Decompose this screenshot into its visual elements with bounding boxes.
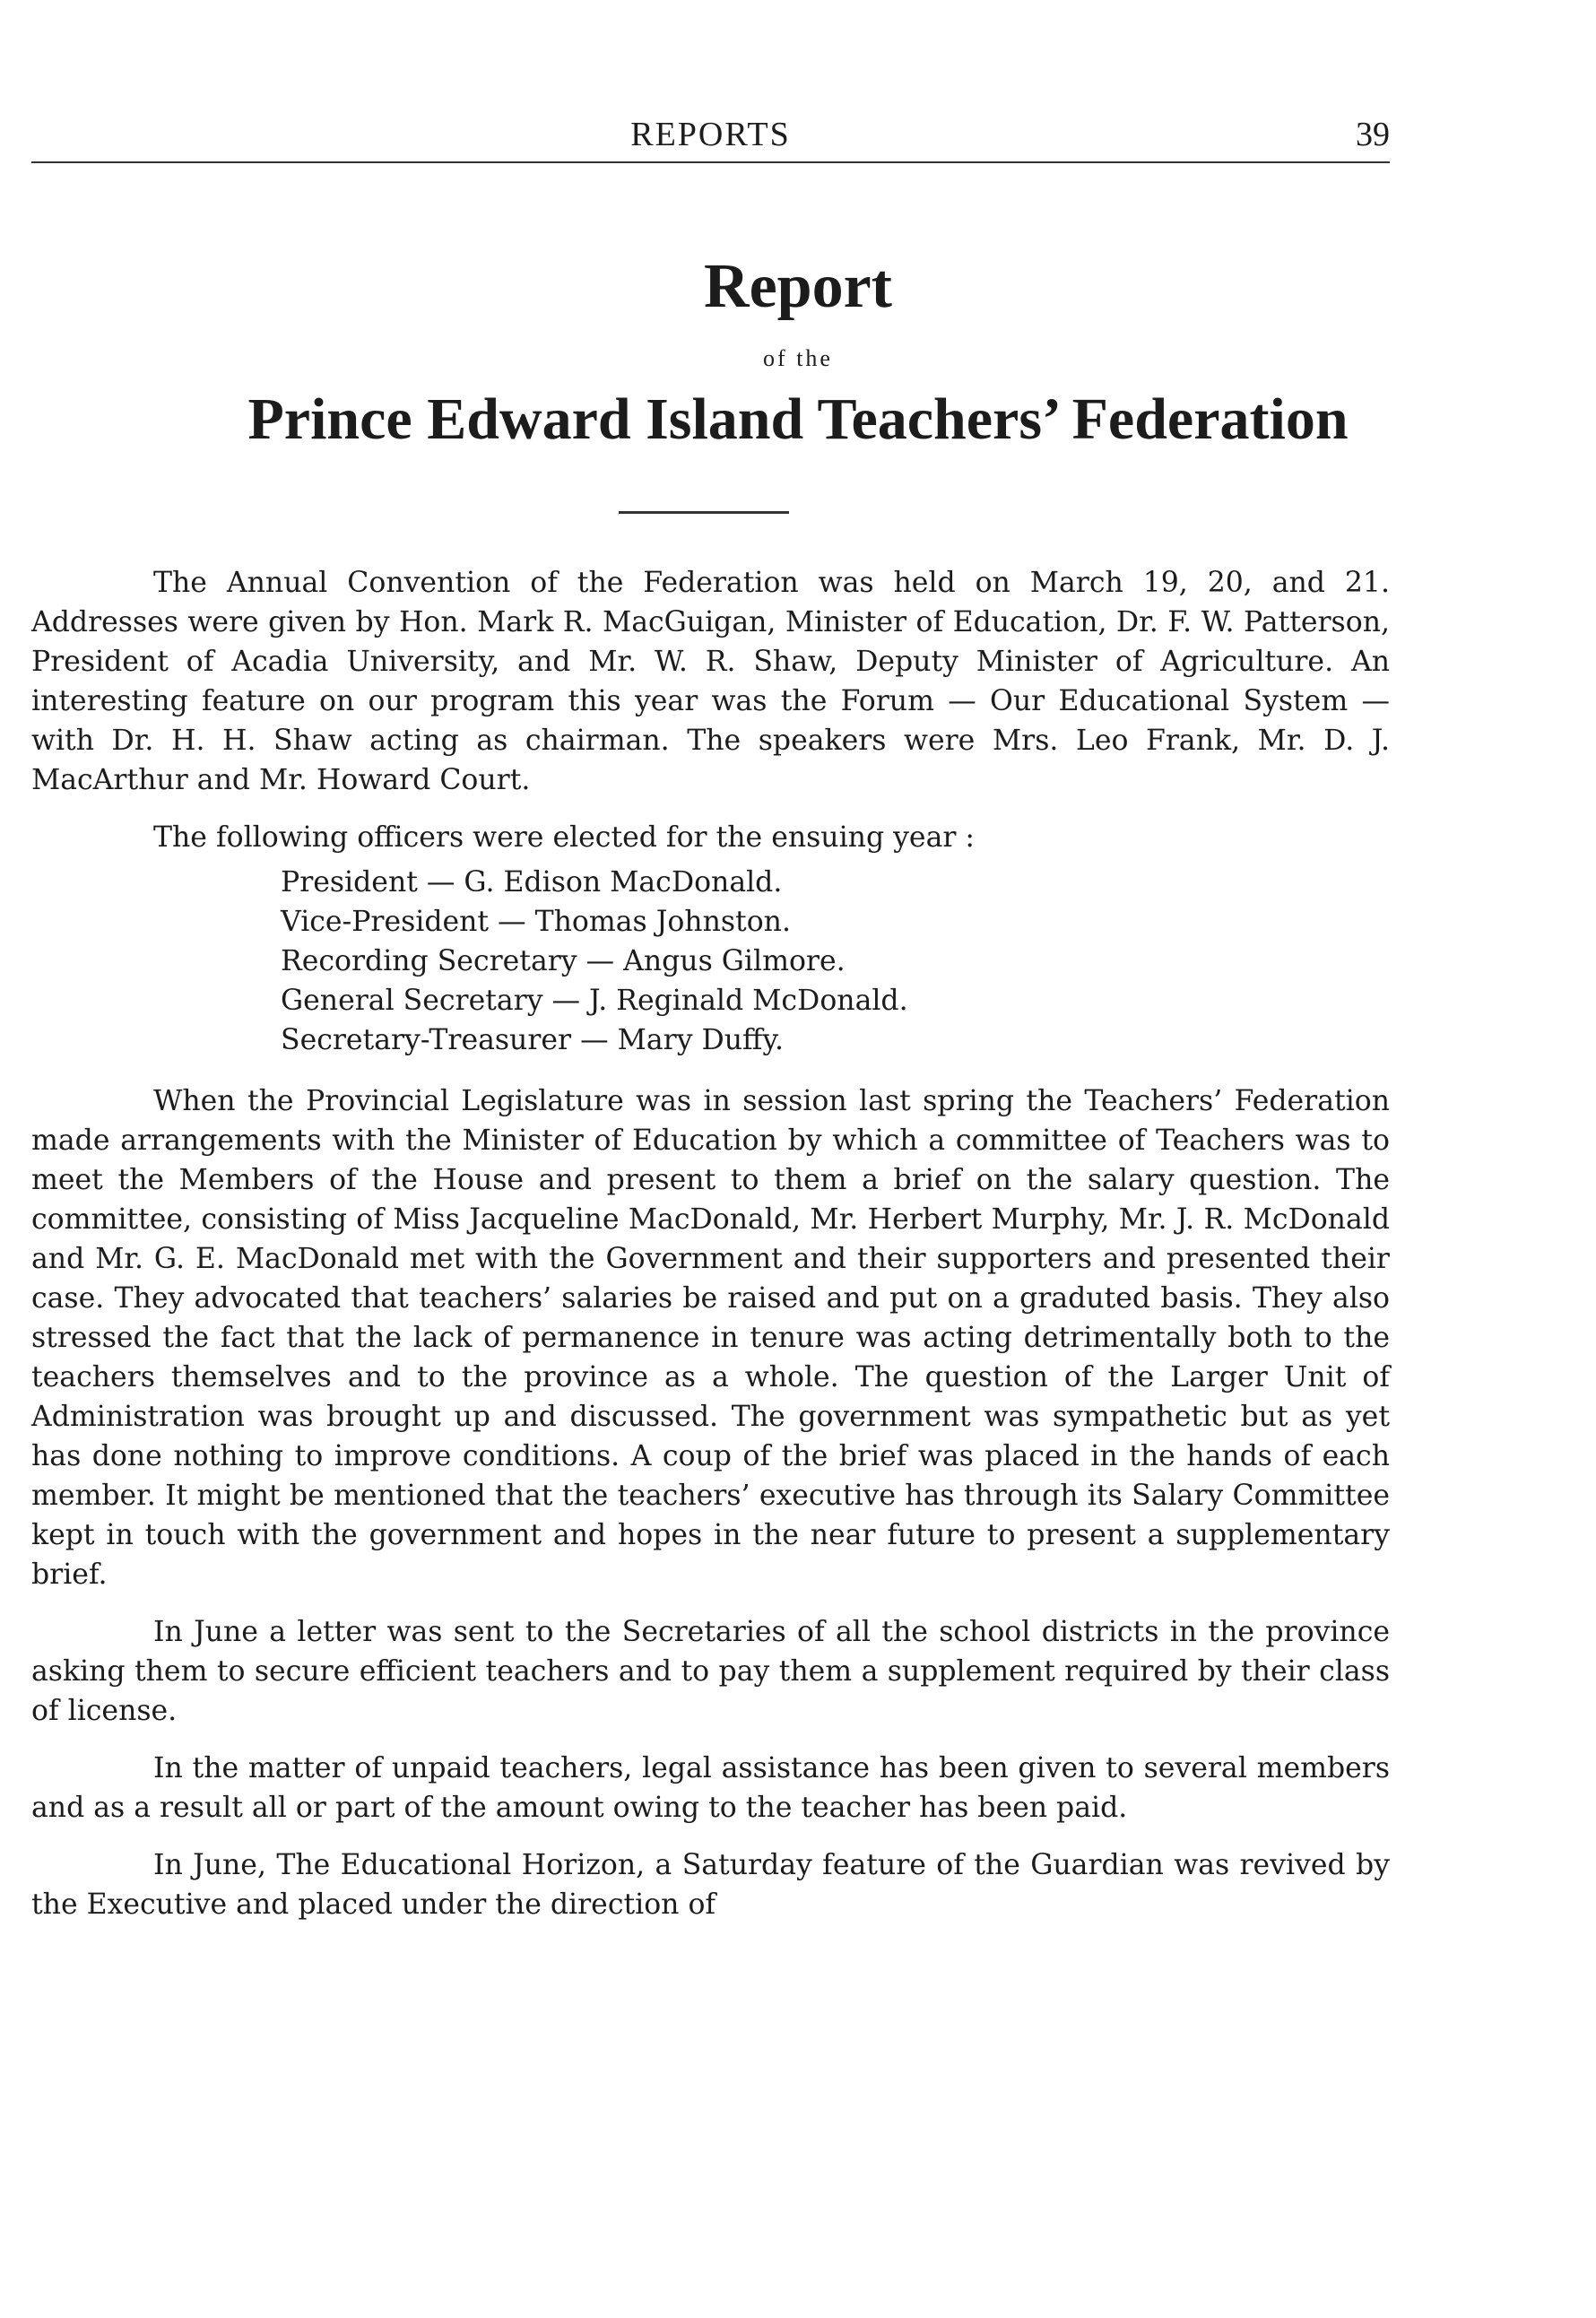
paragraph-unpaid-teachers: In the matter of unpaid teachers, legal assistance has been given to several members and as a result all or part of the amount owing to the teacher has been paid.	[31, 1752, 1390, 1824]
officer-vice-president: Vice-President — Thomas Johnston.	[281, 906, 791, 938]
page-number: 39	[1356, 116, 1390, 153]
report-body	[31, 563, 1390, 1942]
paragraph-legislature: When the Provincial Legislature was in session last spring the Teachers’ Federation made arrangements with the Minister of Education by which a committee of Teachers was to meet the Members of the House and present to them a brief on the salary question. The committee, consisting of Miss Jacqueline MacDonald, Mr. Herbert Murphy, Mr. J. R. McDonald and Mr. G. E. MacDonald met with the Government and their supporters and presented their case. They advocated that teachers’ salaries be raised and put on a graduted basis. They also stressed the fact that the lack of permanence in tenure was acting detrimentally both to the teachers themselves and to the province as a whole. The question of the Larger Unit of Administration was brought up and discussed. The government was sympathetic but as yet has done nothing to improve conditions. A coup of the brief was placed in the hands of each member. It might be mentioned that the teachers’ executive has through its Salary Committee kept in touch with the government and hopes in the near future to present a supplementary brief.	[31, 1085, 1390, 1591]
title-connector: of the	[763, 345, 833, 371]
title-divider	[619, 511, 789, 514]
officers-list	[31, 863, 1390, 1060]
paragraph-officers-intro: The following officers were elected for the ensuing year :	[153, 821, 976, 854]
header-rule	[31, 161, 1390, 163]
running-header	[31, 115, 1390, 160]
officer-recording-secretary: Recording Secretary — Angus Gilmore.	[281, 945, 846, 977]
paragraph-june-letter: In June a letter was sent to the Secretaries of all the school districts in the province asking them to secure efficient teachers and to pay them a supplement required by their class of license.	[31, 1616, 1390, 1727]
paragraph-educational-horizon: In June, The Educational Horizon, a Saturday feature of the Guardian was revived by the Executive and placed under the direction of	[31, 1849, 1390, 1921]
paragraph-convention: The Annual Convention of the Federation was held on March 19, 20, and 21. Addresses were given by Hon. Mark R. MacGuigan, Minister of Education, Dr. F. W. Patterson, President of Acadia University, and Mr. W. R. Shaw, Deputy Minister of Agriculture. An interesting feature on our program this year was the Forum — Our Educational System — with Dr. H. H. Shaw acting as chairman. The speakers were Mrs. Leo Frank, Mr. D. J. MacArthur and Mr. Howard Court.	[31, 567, 1390, 796]
officer-general-secretary: General Secretary — J. Reginald McDonald.	[281, 985, 908, 1017]
organization-title: Prince Edward Island Teachers’ Federation	[247, 386, 1349, 452]
report-title: Report	[704, 252, 892, 321]
running-title: REPORTS	[630, 116, 791, 153]
officer-secretary-treasurer: Secretary-Treasurer — Mary Duffy.	[281, 1024, 785, 1056]
officer-president: President — G. Edison MacDonald.	[281, 866, 783, 899]
